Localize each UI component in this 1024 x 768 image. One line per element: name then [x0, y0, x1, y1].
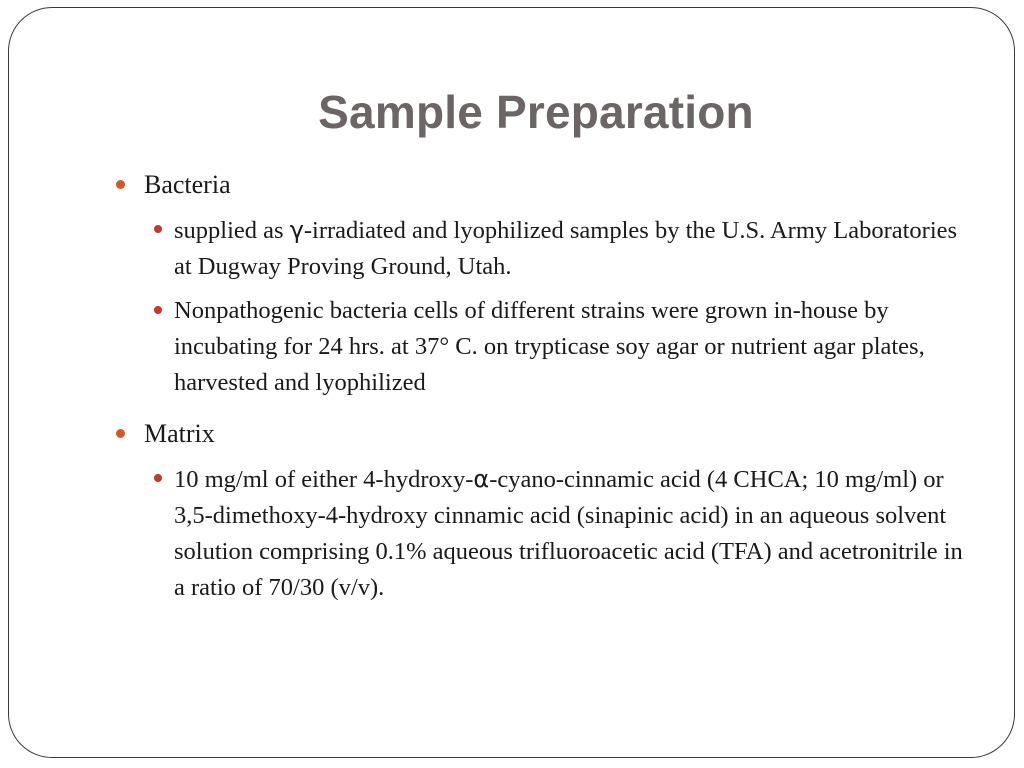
sub-bullet-text-post: -cyano-cinnamic acid (4 CHCA; 10 mg/ml) or 3,5-dimethoxy-4-hydroxy cinnamic acid (sinapinic acid) in an aqueous solvent solution comprising 0.1% aqueous trifluoroacetic acid (TFA) and acetronitrile in a ratio of 70/30 (v/v). — [174, 466, 963, 601]
section-heading-matrix: Matrix — [144, 419, 215, 448]
bullet-matrix — [110, 415, 970, 453]
sub-bullet-supplied — [110, 212, 970, 285]
bullet-dot-icon — [154, 306, 162, 314]
bullet-dot-icon — [154, 225, 162, 233]
bullet-bacteria — [110, 166, 970, 204]
sub-bullet-text-pre: supplied as — [174, 217, 290, 244]
slide-content — [110, 166, 970, 606]
bullet-dot-icon — [154, 474, 162, 482]
sub-bullet-matrix-composition — [110, 461, 970, 606]
sub-bullet-text: Nonpathogenic bacteria cells of different strains were grown in-house by incubating for 24 hrs. at 37° C. on trypticase soy agar or nutrient agar plates, harvested and lyophilized — [174, 297, 925, 396]
sub-bullet-text-pre: 10 mg/ml of either 4-hydroxy- — [174, 466, 474, 493]
section-heading-bacteria: Bacteria — [144, 170, 231, 199]
slide-title: Sample Preparation — [318, 86, 754, 138]
gamma-symbol: γ — [289, 216, 304, 244]
bullet-dot-icon — [116, 429, 125, 438]
sub-bullet-nonpathogenic — [110, 293, 970, 401]
sub-bullet-text-post: -irradiated and lyophilized samples by the U.S. Army Laboratories at Dugway Proving Ground, Utah. — [174, 217, 958, 280]
bullet-dot-icon — [116, 180, 125, 189]
alpha-symbol: α — [473, 465, 490, 493]
